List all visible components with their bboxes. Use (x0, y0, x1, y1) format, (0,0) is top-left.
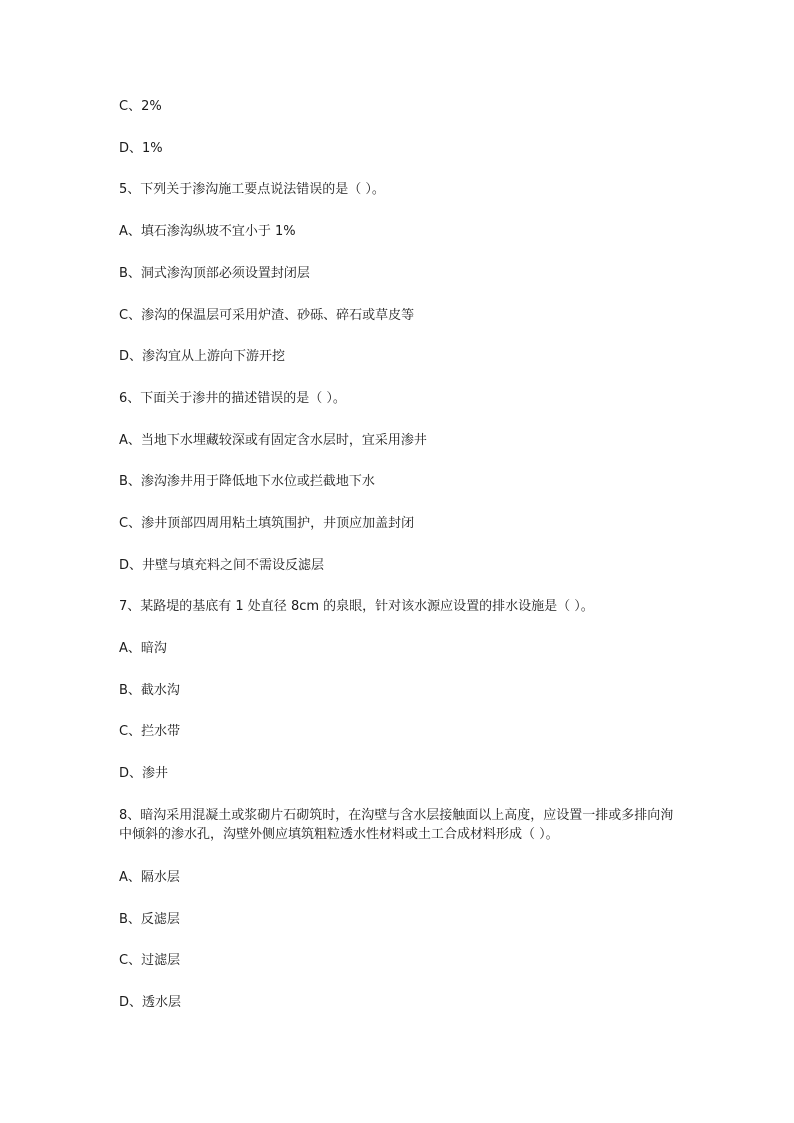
question-6: 6、下面关于渗井的描述错误的是（ ）。 (119, 391, 346, 406)
option-c-q5: C、渗沟的保温层可采用炉渣、砂砾、碎石或草皮等 (119, 308, 415, 323)
option-c-q8: C、过滤层 (119, 953, 181, 968)
option-a-q6: A、当地下水埋藏较深或有固定含水层时，宜采用渗井 (119, 433, 427, 448)
option-a-q5: A、填石渗沟纵坡不宜小于 1% (119, 224, 296, 239)
option-a-q8: A、隔水层 (119, 870, 180, 885)
option-c-q7: C、拦水带 (119, 724, 181, 739)
option-c-q6: C、渗井顶部四周用粘土填筑围护，井顶应加盖封闭 (119, 516, 415, 531)
question-7: 7、某路堤的基底有 1 处直径 8cm 的泉眼，针对该水源应设置的排水设施是（ ）。 (119, 599, 594, 614)
option-c-q4: C、2% (119, 99, 162, 114)
option-a-q7: A、暗沟 (119, 641, 167, 656)
option-d-q5: D、渗沟宜从上游向下游开挖 (119, 349, 286, 364)
option-b-q5: B、洞式渗沟顶部必须设置封闭层 (119, 266, 310, 281)
question-5: 5、下列关于渗沟施工要点说法错误的是（ ）。 (119, 182, 385, 197)
option-b-q6: B、渗沟渗井用于降低地下水位或拦截地下水 (119, 474, 375, 489)
option-d-q7: D、渗井 (119, 766, 169, 781)
option-d-q6: D、井壁与填充料之间不需设反滤层 (119, 558, 325, 573)
option-b-q8: B、反滤层 (119, 912, 180, 927)
question-8: 8、暗沟采用混凝土或浆砌片石砌筑时，在沟壁与含水层接触面以上高度，应设置一排或多排向洵中倾斜的渗水孔，沟壁外侧应填筑粗粒透水性材料或土工合成材料形成（ ）。 (119, 808, 674, 842)
option-d-q8: D、透水层 (119, 995, 182, 1010)
option-d-q4: D、1% (119, 141, 163, 156)
option-b-q7: B、截水沟 (119, 683, 180, 698)
